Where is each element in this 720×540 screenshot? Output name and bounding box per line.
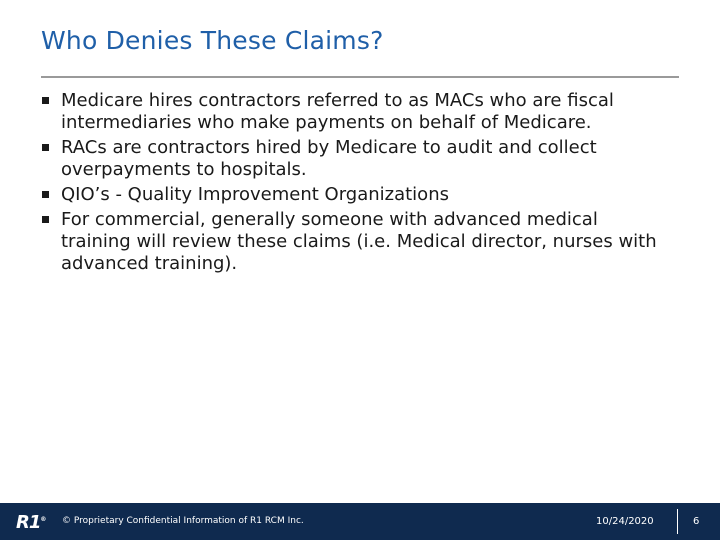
bullet-text: Medicare hires contractors referred to as MACs who are fiscal intermediaries who make payments on behalf of Medicare. <box>61 90 614 133</box>
square-bullet-icon <box>42 97 49 104</box>
slide-title: Who Denies These Claims? <box>41 26 384 55</box>
bullet-text: QIO’s - Quality Improvement Organizations <box>61 184 449 205</box>
registered-mark: ® <box>40 516 47 523</box>
footer-divider <box>677 509 678 534</box>
logo-text: R1 <box>16 512 41 533</box>
slide-date: 10/24/2020 <box>596 516 654 527</box>
title-divider <box>41 76 679 78</box>
copyright-notice: © Proprietary Confidential Information of R1 RCM Inc. <box>62 516 304 526</box>
bullet-item <box>40 137 660 181</box>
r1-logo <box>16 512 46 533</box>
bullet-item <box>40 209 660 275</box>
bullet-text: For commercial, generally someone with advanced medical training will review these claims (i.e. Medical director, nurses with advanced training). <box>61 209 657 274</box>
bullet-item <box>40 184 660 206</box>
bullet-text: RACs are contractors hired by Medicare to audit and collect overpayments to hospitals. <box>61 137 597 180</box>
footer-bar <box>0 503 720 540</box>
bullet-list <box>40 90 660 278</box>
bullet-item <box>40 90 660 134</box>
square-bullet-icon <box>42 216 49 223</box>
square-bullet-icon <box>42 191 49 198</box>
square-bullet-icon <box>42 144 49 151</box>
page-number: 6 <box>693 516 700 527</box>
